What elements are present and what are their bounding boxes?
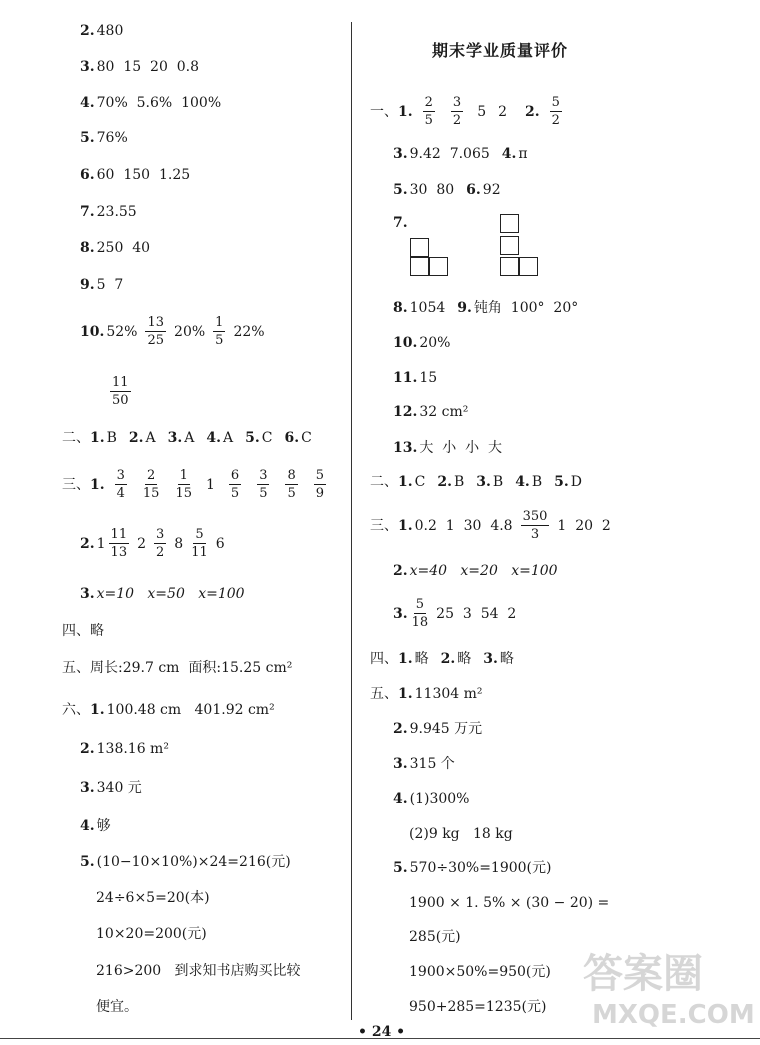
fraction: $\frac{3}{4}$ xyxy=(116,468,125,501)
fraction: $\frac{5}{11}$ xyxy=(191,527,208,560)
answer-row: 2. 480 xyxy=(80,23,124,39)
answer-row: 216>200 到求知书店购买比较 xyxy=(96,963,301,979)
fraction: $\frac{1}{15}$ xyxy=(175,468,192,501)
answer-row: 3. x=10 x=50 x=100 xyxy=(80,586,245,602)
answer-row: 五、 1. 11304 m² xyxy=(370,686,483,702)
watermark-url: MXQE.COM xyxy=(592,1000,755,1030)
answer-row xyxy=(102,376,139,407)
column-divider xyxy=(351,22,352,1020)
answer-row: 6. 60 150 1.25 xyxy=(80,167,191,183)
answer-row: 一、 1. $\frac{2}{5}$ $\frac{3}{2}$ 5 2 2. $\frac{5}{2}$ xyxy=(370,95,560,128)
square xyxy=(429,257,448,276)
answer-row: 2. 9.945 万元 xyxy=(393,721,483,737)
answer-row: 四、略 xyxy=(62,623,104,639)
answer-row: 10×20=200(元) xyxy=(96,926,207,942)
answer-row: 285(元) xyxy=(409,929,461,945)
answer-row: 11. 15 xyxy=(393,370,438,386)
fraction: $\frac{350}{3}$ xyxy=(522,509,548,542)
answer-row: 7. 23.55 xyxy=(80,204,137,220)
fraction: $\frac{3}{2}$ xyxy=(156,527,165,560)
answer-row: 5. 570÷30%=1900(元) xyxy=(393,860,552,876)
fraction: $\frac{8}{5}$ xyxy=(287,468,296,501)
answer-row: 4. 够 xyxy=(80,818,111,834)
fraction: $\frac{2}{15}$ xyxy=(142,468,160,501)
answer-row: 10. 20% xyxy=(393,335,451,351)
square xyxy=(500,257,519,276)
answer-row: 四、 1. 略 2. 略 3. 略 xyxy=(370,651,514,667)
answer-row: 2. 138.16 m² xyxy=(80,741,169,757)
fraction: $\frac{3}{5}$ xyxy=(259,468,268,501)
mixed-number: 1 $\frac{11}{13}$ xyxy=(96,527,128,560)
answer-row: 4. 70% 5.6% 100% xyxy=(80,95,222,111)
fraction: $\frac{5}{9}$ xyxy=(315,468,325,501)
answer-row: 3. 9.42 7.065 4. π xyxy=(393,146,528,162)
answer-row: 4. (1)300% xyxy=(393,791,470,807)
answer-row: 8. 250 40 xyxy=(80,240,151,256)
answer-row: 3. $\frac{5}{18}$ 25 3 54 2 xyxy=(393,597,517,630)
fraction: $\frac{6}{5}$ xyxy=(230,468,240,501)
answer-row: 1900×50%=950(元) xyxy=(409,964,551,980)
fraction: $\frac{3}{2}$ xyxy=(452,95,462,128)
square xyxy=(500,214,519,233)
fraction: $\frac{5}{2}$ xyxy=(551,95,560,128)
answer-row: 二、 1. B 2. A 3. A 4. A 5. C 6. C xyxy=(62,430,312,446)
answer-row: 10. 52% $\frac{13}{25}$ 20% $\frac{1}{5}$ 22% xyxy=(80,315,265,348)
fraction: $\frac{5}{18}$ xyxy=(411,597,429,630)
answer-row: 5. (10−10×10%)×24=216(元) xyxy=(80,854,291,870)
answer-row: 3. 80 15 20 0.8 xyxy=(80,59,200,75)
answer-row: 3. 340 元 xyxy=(80,780,142,796)
page-title: 期末学业质量评价 xyxy=(432,41,569,60)
answer-row: 13. 大 小 小 大 xyxy=(393,440,503,456)
answer-row: 六、 1. 100.48 cm 401.92 cm² xyxy=(62,702,275,718)
fraction: $\frac{2}{5}$ xyxy=(424,95,433,128)
answer-row: 三、 1. $\frac{3}{4}$ $\frac{2}{15}$ $\frac{1}{15}$ 1 $\frac{6}{5}$ $\frac{3}{5}$ $\frac{8}{5}$ $\frac{5}{9}$ xyxy=(62,468,325,501)
answer-row: 24÷6×5=20(本) xyxy=(96,890,210,906)
square xyxy=(519,257,538,276)
square xyxy=(410,238,429,257)
answer-row: 五、周长:29.7 cm 面积:15.25 cm² xyxy=(62,660,293,676)
fraction: $\frac{11}{50}$ xyxy=(112,375,129,408)
answer-row: 7. xyxy=(393,215,408,231)
answer-row: 便宜。 xyxy=(96,999,138,1015)
answer-row: 5. 76% xyxy=(80,130,128,146)
fraction: $\frac{11}{13}$ xyxy=(110,527,128,560)
square xyxy=(500,236,519,255)
answer-row: 8. 1054 9. 钝角 100° 20° xyxy=(393,300,579,316)
answer-row: 9. 5 7 xyxy=(80,277,124,293)
answer-row: 5. 30 80 6. 92 xyxy=(393,182,501,198)
fraction: $\frac{13}{25}$ xyxy=(147,315,165,348)
answer-row: 二、 1. C 2. B 3. B 4. B 5. D xyxy=(370,474,582,490)
page-number: • 24 • xyxy=(358,1024,406,1040)
answer-row: 3. 315 个 xyxy=(393,756,455,772)
answer-row: (2)9 kg 18 kg xyxy=(409,826,513,842)
answer-row: 950+285=1235(元) xyxy=(409,999,547,1015)
answer-row: 2. x=40 x=20 x=100 xyxy=(393,563,558,579)
answer-row: 2. 1 $\frac{11}{13}$ 2 $\frac{3}{2}$ 8 $\frac{5}{11}$ 6 xyxy=(80,527,225,560)
answer-row: 三、 1. 0.2 1 30 4.8 $\frac{350}{3}$ 1 20 2 xyxy=(370,509,611,542)
answer-row: 1900 × 1. 5% × (30 − 20) = xyxy=(409,895,610,911)
watermark-logo: 答案圈 xyxy=(583,951,703,997)
fraction: $\frac{1}{5}$ xyxy=(215,315,224,348)
square xyxy=(410,257,429,276)
answer-row: 12. 32 cm² xyxy=(393,404,469,420)
